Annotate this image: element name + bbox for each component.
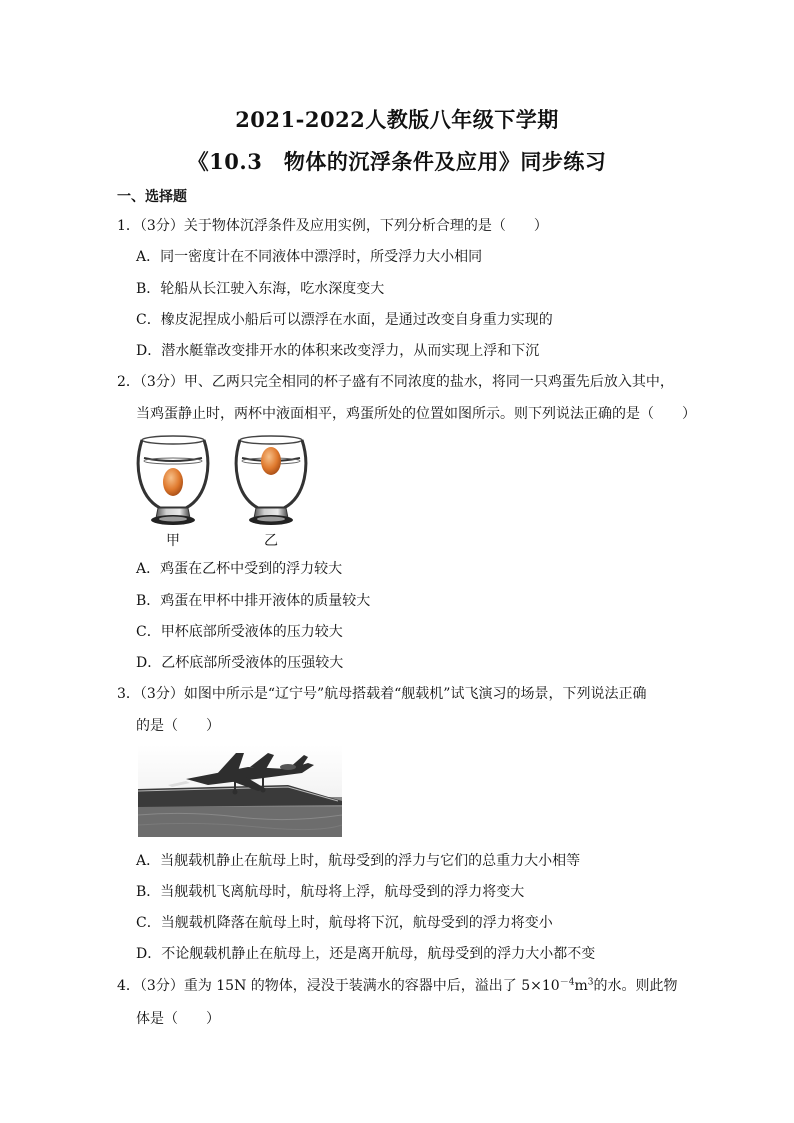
section-heading: 一、选择题	[117, 189, 187, 205]
question-text-part2: 的水。则此物	[593, 978, 678, 994]
question-3-option-a: A．当舰载机静止在航母上时，航母受到的浮力与它们的总重力大小相等	[136, 853, 581, 869]
question-3-stem-line2: 的是（ ）	[136, 718, 220, 734]
question-number: 2．	[117, 374, 140, 390]
question-4-stem	[117, 976, 677, 996]
question-2-option-b: B．鸡蛋在甲杯中排开液体的质量较大	[136, 593, 371, 609]
question-number: 3．	[117, 686, 140, 702]
question-text: （3分）关于物体沉浮条件及应用实例，下列分析合理的是（ ）	[139, 218, 548, 234]
question-number: 1．	[117, 218, 140, 234]
question-3-option-d: D．不论舰载机静止在航母上，还是离开航母，航母受到的浮力大小都不变	[136, 946, 596, 962]
exponent-2: 3	[587, 977, 594, 988]
egg-icon	[261, 447, 281, 475]
egg-icon	[163, 468, 183, 496]
figure-label-yi: 乙	[264, 533, 278, 549]
question-2-option-a: A．鸡蛋在乙杯中受到的浮力较大	[136, 561, 343, 577]
aircraft-carrier-jet-photo	[138, 745, 342, 837]
question-2-stem	[117, 372, 674, 392]
question-1-stem	[117, 216, 548, 236]
document-title: 2021-2022人教版八年级下学期	[235, 107, 559, 132]
question-2-option-d: D．乙杯底部所受液体的压强较大	[136, 655, 344, 671]
question-1-option-b: B．轮船从长江驶入东海，吃水深度变大	[136, 281, 385, 297]
question-text-part1: （3分）重为 15N 的物体，浸没于装满水的容器中后，溢出了 5×10	[139, 978, 560, 994]
exponent-1: －4	[559, 977, 575, 988]
question-text: （3分）如图中所示是“辽宁号”航母搭载着“舰载机”试飞演习的场景，下列说法正确	[139, 686, 647, 702]
glass-jia	[138, 436, 208, 525]
question-2-option-c: C．甲杯底部所受液体的压力较大	[136, 624, 343, 640]
unit-m: m	[574, 978, 588, 994]
question-4-stem-line2: 体是（ ）	[136, 1011, 220, 1027]
document-subtitle: 《10.3 物体的沉浮条件及应用》同步练习	[187, 149, 607, 174]
question-text: （3分）甲、乙两只完全相同的杯子盛有不同浓度的盐水，将同一只鸡蛋先后放入其中，	[139, 374, 674, 390]
question-1-option-a: A．同一密度计在不同液体中漂浮时，所受浮力大小相同	[136, 249, 483, 265]
glass-yi	[236, 436, 306, 525]
question-3-option-b: B．当舰载机飞离航母时，航母将上浮，航母受到的浮力将变大	[136, 884, 525, 900]
question-1-option-c: C．橡皮泥捏成小船后可以漂浮在水面，是通过改变自身重力实现的	[136, 312, 553, 328]
question-number: 4．	[117, 978, 140, 994]
question-2-stem-line2: 当鸡蛋静止时，两杯中液面相平，鸡蛋所处的位置如图所示。则下列说法正确的是（ ）	[136, 406, 696, 422]
question-3-option-c: C．当舰载机降落在航母上时，航母将下沉，航母受到的浮力将变小	[136, 915, 553, 931]
question-3-stem	[117, 684, 646, 704]
glasses-eggs-figure	[136, 434, 312, 552]
question-1-option-d: D．潜水艇靠改变排开水的体积来改变浮力，从而实现上浮和下沉	[136, 343, 540, 359]
figure-label-jia: 甲	[166, 533, 180, 549]
